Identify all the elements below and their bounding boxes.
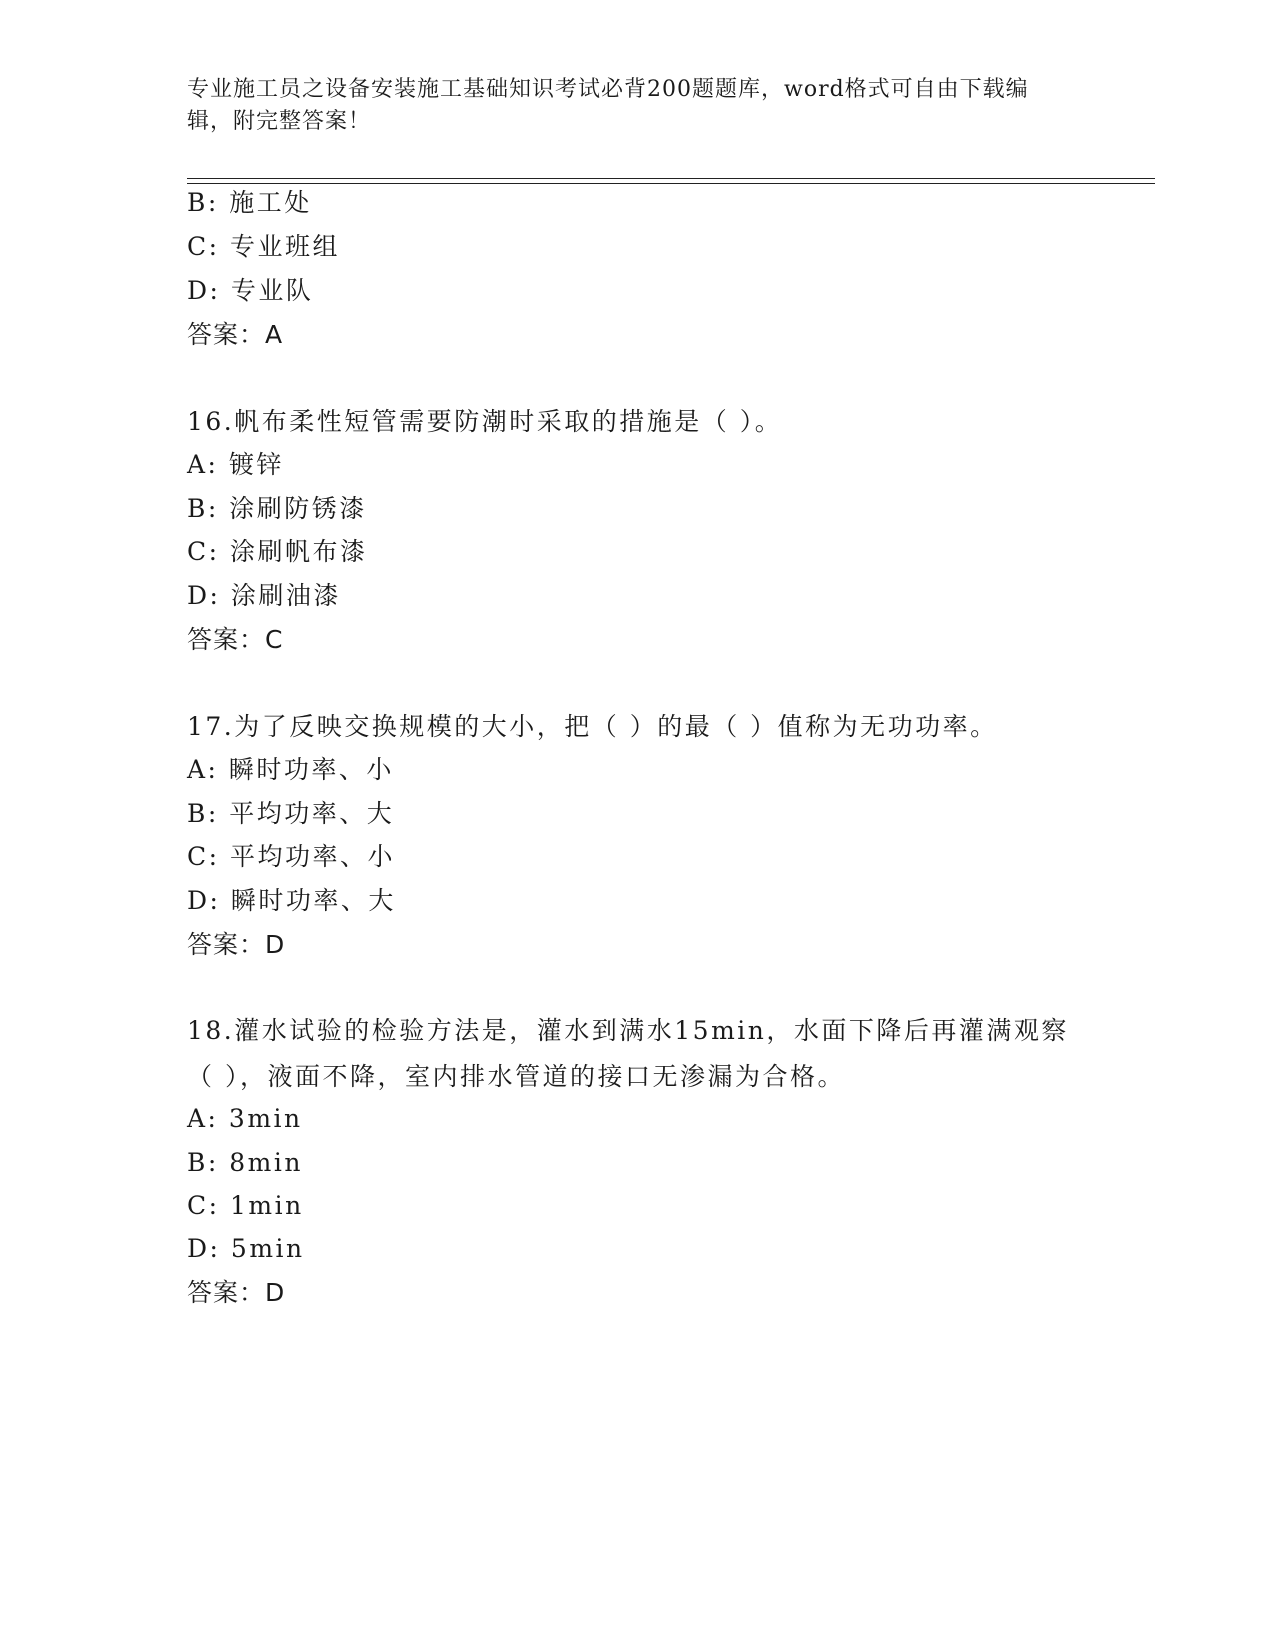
q18-option-b: B: 8min bbox=[187, 1148, 303, 1177]
q18-answer: 答案：D bbox=[187, 1278, 286, 1307]
q16-answer: 答案：C bbox=[187, 625, 284, 654]
q17-question: 17.为了反映交换规模的大小，把（ ）的最（ ）值称为无功功率。 bbox=[187, 712, 998, 741]
q17-option-b: B: 平均功率、大 bbox=[187, 799, 395, 828]
header-divider-bottom bbox=[187, 183, 1155, 184]
q16-option-a: A: 镀锌 bbox=[187, 450, 284, 479]
q15-option-d: D: 专业队 bbox=[187, 276, 314, 305]
q18-option-a: A: 3min bbox=[187, 1104, 303, 1133]
q17-answer: 答案：D bbox=[187, 930, 286, 959]
q16-option-b: B: 涂刷防锈漆 bbox=[187, 494, 367, 523]
q16-option-d: D: 涂刷油漆 bbox=[187, 581, 341, 610]
q17-option-a: A: 瞬时功率、小 bbox=[187, 755, 394, 784]
header-divider-top bbox=[187, 178, 1155, 179]
q18-option-d: D: 5min bbox=[187, 1234, 305, 1263]
q16-question: 16.帆布柔性短管需要防潮时采取的措施是（ ）。 bbox=[187, 407, 783, 436]
q18-question: 18.灌水试验的检验方法是，灌水到满水15min，水面下降后再灌满观察（ ），液面不降，室内排水管道的接口无渗漏为合格。 bbox=[187, 1016, 1069, 1091]
q18-option-c: C: 1min bbox=[187, 1191, 304, 1220]
document-header: 专业施工员之设备安装施工基础知识考试必背200题题库，word格式可自由下载编辑，附完整答案！ bbox=[187, 77, 1029, 134]
q16-option-c: C: 涂刷帆布漆 bbox=[187, 537, 368, 566]
q15-answer: 答案：A bbox=[187, 320, 284, 349]
q17-option-d: D: 瞬时功率、大 bbox=[187, 886, 396, 915]
q17-option-c: C: 平均功率、小 bbox=[187, 842, 395, 871]
q15-option-c: C: 专业班组 bbox=[187, 232, 340, 261]
q15-option-b: B: 施工处 bbox=[187, 188, 312, 217]
